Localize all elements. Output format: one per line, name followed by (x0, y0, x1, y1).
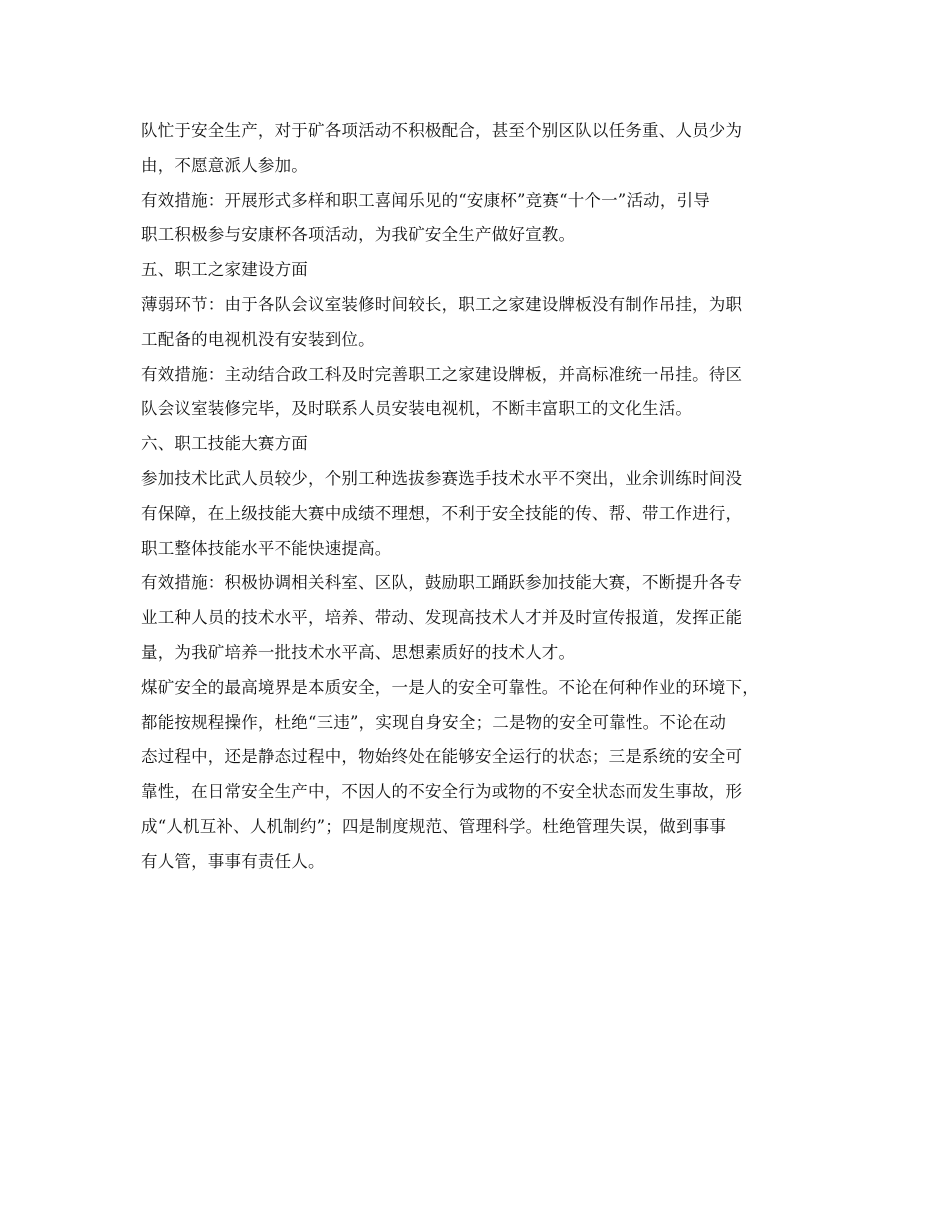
text-line: 薄弱环节：由于各队会议室装修时间较长，职工之家建设牌板没有制作吊挂，为职 (141, 294, 743, 314)
text-line: 工配备的电视机没有安装到位。 (141, 329, 375, 349)
text-line: 都能按规程操作，杜绝“三违”，实现自身安全；二是物的安全可靠性。不论在动 (141, 712, 727, 732)
text-line: 成“人机互补、人机制约”；四是制度规范、管理科学。杜绝管理失误，做到事事 (141, 816, 727, 836)
text-line: 靠性，在日常安全生产中，不因人的不安全行为或物的不安全状态而发生事故，形 (141, 782, 743, 802)
section-heading: 五、职工之家建设方面 (141, 260, 308, 280)
text-line: 业工种人员的技术水平，培养、带动、发现高技术人才并及时宣传报道，发挥正能 (141, 608, 743, 628)
text-line: 队会议室装修完毕，及时联系人员安装电视机，不断丰富职工的文化生活。 (141, 399, 693, 419)
text-line: 有效措施：积极协调相关科室、区队，鼓励职工踊跃参加技能大赛，不断提升各专 (141, 573, 743, 593)
document-body (141, 114, 815, 880)
text-line: 职工整体技能水平不能快速提高。 (141, 538, 392, 558)
text-line: 参加技术比武人员较少，个别工种选拔参赛选手技术水平不突出，业余训练时间没 (141, 468, 743, 488)
text-line: 煤矿安全的最高境界是本质安全，一是人的安全可靠性。不论在何种作业的环境下， (141, 677, 759, 697)
text-line: 有保障，在上级技能大赛中成绩不理想，不利于安全技能的传、帮、带工作进行， (141, 503, 743, 523)
section-heading: 六、职工技能大赛方面 (141, 434, 308, 454)
text-line: 职工积极参与安康杯各项活动，为我矿安全生产做好宣教。 (141, 225, 576, 245)
text-line: 态过程中，还是静态过程中，物始终处在能够安全运行的状态；三是系统的安全可 (141, 747, 743, 767)
text-line: 有效措施：主动结合政工科及时完善职工之家建设牌板，并高标准统一吊挂。待区 (141, 364, 743, 384)
text-line: 有人管，事事有责任人。 (141, 851, 325, 871)
text-line: 由，不愿意派人参加。 (141, 155, 308, 175)
text-line: 队忙于安全生产，对于矿各项活动不积极配合，甚至个别区队以任务重、人员少为 (141, 121, 743, 140)
text-line: 量，为我矿培养一批技术水平高、思想素质好的技术人才。 (141, 642, 576, 662)
text-line: 有效措施：开展形式多样和职工喜闻乐见的“安康杯”竞赛“十个一”活动，引导 (141, 190, 710, 210)
